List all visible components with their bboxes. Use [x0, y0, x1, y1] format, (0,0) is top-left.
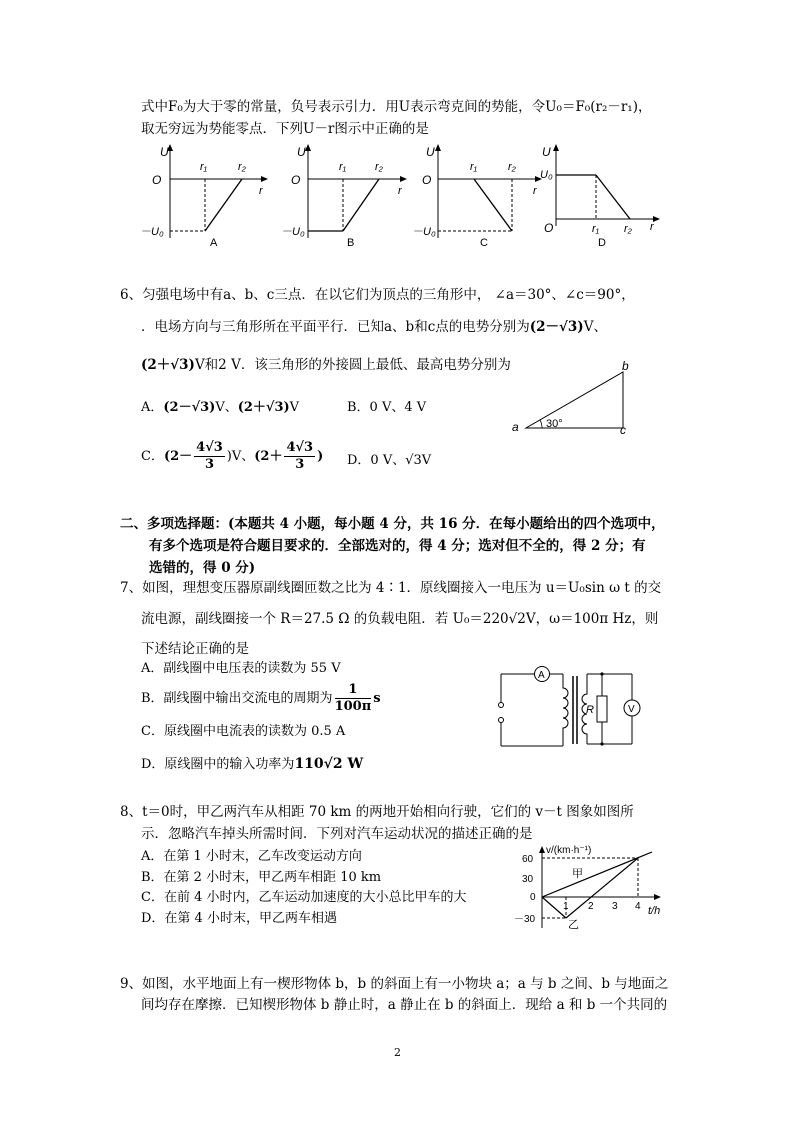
svg-text:0: 0: [530, 892, 536, 903]
svg-text:30: 30: [522, 874, 534, 885]
svg-text:3: 3: [612, 901, 618, 912]
q6-option-a: A．(2－√3)V、(2＋√3)V: [141, 400, 300, 415]
q8-option-d: D．在第 4 小时末，甲乙两车相遇: [141, 911, 337, 926]
svg-text:r₂: r₂: [238, 161, 246, 173]
section2-line3: 选错的，得 0 分): [149, 560, 256, 576]
q5-graph-a: [138, 142, 268, 250]
svg-text:O: O: [291, 173, 301, 187]
svg-text:－U₀: －U₀: [412, 226, 436, 238]
svg-text:b: b: [622, 359, 629, 373]
svg-text:r₁: r₁: [339, 161, 347, 173]
svg-text:r₂: r₂: [624, 223, 632, 235]
svg-text:v/(km·h⁻¹): v/(km·h⁻¹): [546, 845, 592, 856]
svg-text:O: O: [152, 173, 162, 187]
svg-text:B: B: [347, 237, 355, 249]
q7-option-d: D．原线圈中的输入功率为110√2 W: [141, 756, 364, 772]
svg-text:乙: 乙: [568, 919, 579, 931]
q8-option-b: B．在第 2 小时末，甲乙两车相距 10 km: [141, 870, 382, 885]
svg-text:4: 4: [635, 901, 641, 912]
q8-vt-graph: [508, 842, 668, 932]
q5-graph-b: [283, 142, 413, 250]
graph-u-label: U: [160, 145, 169, 159]
q6-option-b: B．0 V、4 V: [347, 400, 427, 415]
svg-text:－U₀: －U₀: [281, 226, 305, 238]
svg-text:C: C: [480, 237, 488, 249]
svg-text:r₂: r₂: [375, 161, 383, 173]
q6-triangle-figure: [508, 360, 648, 438]
svg-text:－U₀: －U₀: [140, 226, 164, 238]
q9-line1: 9、如图，水平地面上有一楔形物体 b，b 的斜面上有一小物块 a；a 与 b 之间、b 与地面之: [120, 976, 669, 992]
q5-graph-d: [538, 142, 668, 250]
svg-text:r₁: r₁: [592, 223, 600, 235]
q7-option-c: C．原线圈中电流表的读数为 0.5 A: [141, 724, 346, 739]
q8-option-c: C．在前 4 小时内，乙车运动加速度的大小总比甲车的大: [141, 890, 467, 905]
q5-line1: 式中F₀为大于零的常量，负号表示引力．用U表示弯克间的势能，令U₀＝F₀(r₂－r₁)，: [141, 99, 652, 115]
q6-option-c: C．(2－ $\frac{4√3}{3}$ )V、(2＋ $\frac{4√3}{3}$ ): [141, 440, 324, 472]
svg-text:2: 2: [588, 901, 594, 912]
svg-text:U: U: [542, 145, 551, 159]
section2-line2: 有多个选项是符合题目要求的．全部选对的，得 4 分；选对但不全的，得 2 分；有: [149, 538, 646, 554]
q6-line2: ．电场方向与三角形所在平面平行．已知a、b和c点的电势分别为(2－√3)V、: [141, 319, 607, 335]
q7-line2: 流电源，副线圈接一个 R＝27.5 Ω 的负载电阻．若 U₀＝220√2V，ω＝100π Hz，则: [141, 611, 659, 627]
svg-text:30°: 30°: [546, 418, 563, 430]
q7-line3: 下述结论正确的是: [141, 641, 249, 657]
svg-text:D: D: [598, 237, 606, 249]
svg-text:U: U: [426, 145, 435, 159]
q6-option-d: D．0 V、√3V: [347, 453, 432, 468]
svg-text:A: A: [538, 670, 545, 681]
svg-text:U: U: [297, 145, 306, 159]
svg-text:r: r: [650, 221, 654, 233]
q8-line2: 示．忽略汽车掉头所需时间．下列对汽车运动状况的描述正确的是: [141, 826, 533, 842]
q9-line2: 间均存在摩擦．已知楔形物体 b 静止时，a 静止在 b 的斜面上．现给 a 和 b 一个共同的: [141, 997, 668, 1013]
q8-option-a: A．在第 1 小时末，乙车改变运动方向: [141, 849, 362, 864]
q7-option-b: B．副线圈中输出交流电的周期为 $\frac{1}{100\pi}$ s: [141, 682, 381, 714]
svg-text:U₀: U₀: [540, 169, 553, 181]
svg-text:r: r: [533, 185, 537, 197]
svg-text:r₁: r₁: [200, 161, 208, 173]
svg-text:a: a: [512, 420, 519, 434]
q6-line3: (2＋√3)V和2 V．该三角形的外接圆上最低、最高电势分别为: [141, 357, 511, 373]
svg-text:V: V: [628, 704, 635, 715]
svg-text:r: r: [398, 185, 402, 197]
svg-text:60: 60: [522, 854, 534, 865]
q5-line2: 取无穷远为势能零点．下列U－r图示中正确的是: [141, 121, 429, 137]
svg-text:1: 1: [563, 901, 569, 912]
svg-text:O: O: [544, 221, 554, 235]
q7-transformer-figure: [497, 664, 637, 752]
svg-text:r₁: r₁: [470, 161, 478, 173]
page-number: 2: [394, 1046, 401, 1059]
svg-text:－30: －30: [514, 914, 536, 925]
svg-text:r: r: [259, 185, 263, 197]
svg-text:甲: 甲: [572, 868, 583, 880]
svg-text:c: c: [620, 423, 626, 437]
svg-text:A: A: [210, 237, 218, 249]
q8-line1: 8、t＝0时，甲乙两汽车从相距 70 km 的两地开始相向行驶，它们的 v－t 图象如图所: [120, 804, 634, 820]
section2-line1: 二、多项选择题：(本题共 4 小题，每小题 4 分，共 16 分．在每小题给出的四个选项中，: [120, 516, 665, 532]
svg-text:t/h: t/h: [648, 905, 661, 917]
q7-line1: 7、如图，理想变压器原副线圈匝数之比为 4∶1．原线圈接入一电压为 u＝U₀sin ω t 的交: [120, 580, 662, 596]
q5-graph-c: [412, 142, 546, 250]
q7-option-a: A．副线圈中电压表的读数为 55 V: [141, 661, 341, 676]
svg-text:O: O: [422, 173, 432, 187]
svg-text:R: R: [586, 704, 594, 716]
q6-line1: 6、匀强电场中有a、b、c三点．在以它们为顶点的三角形中， ∠a＝30°、∠c＝90°，: [120, 287, 635, 303]
svg-text:r₂: r₂: [508, 161, 516, 173]
